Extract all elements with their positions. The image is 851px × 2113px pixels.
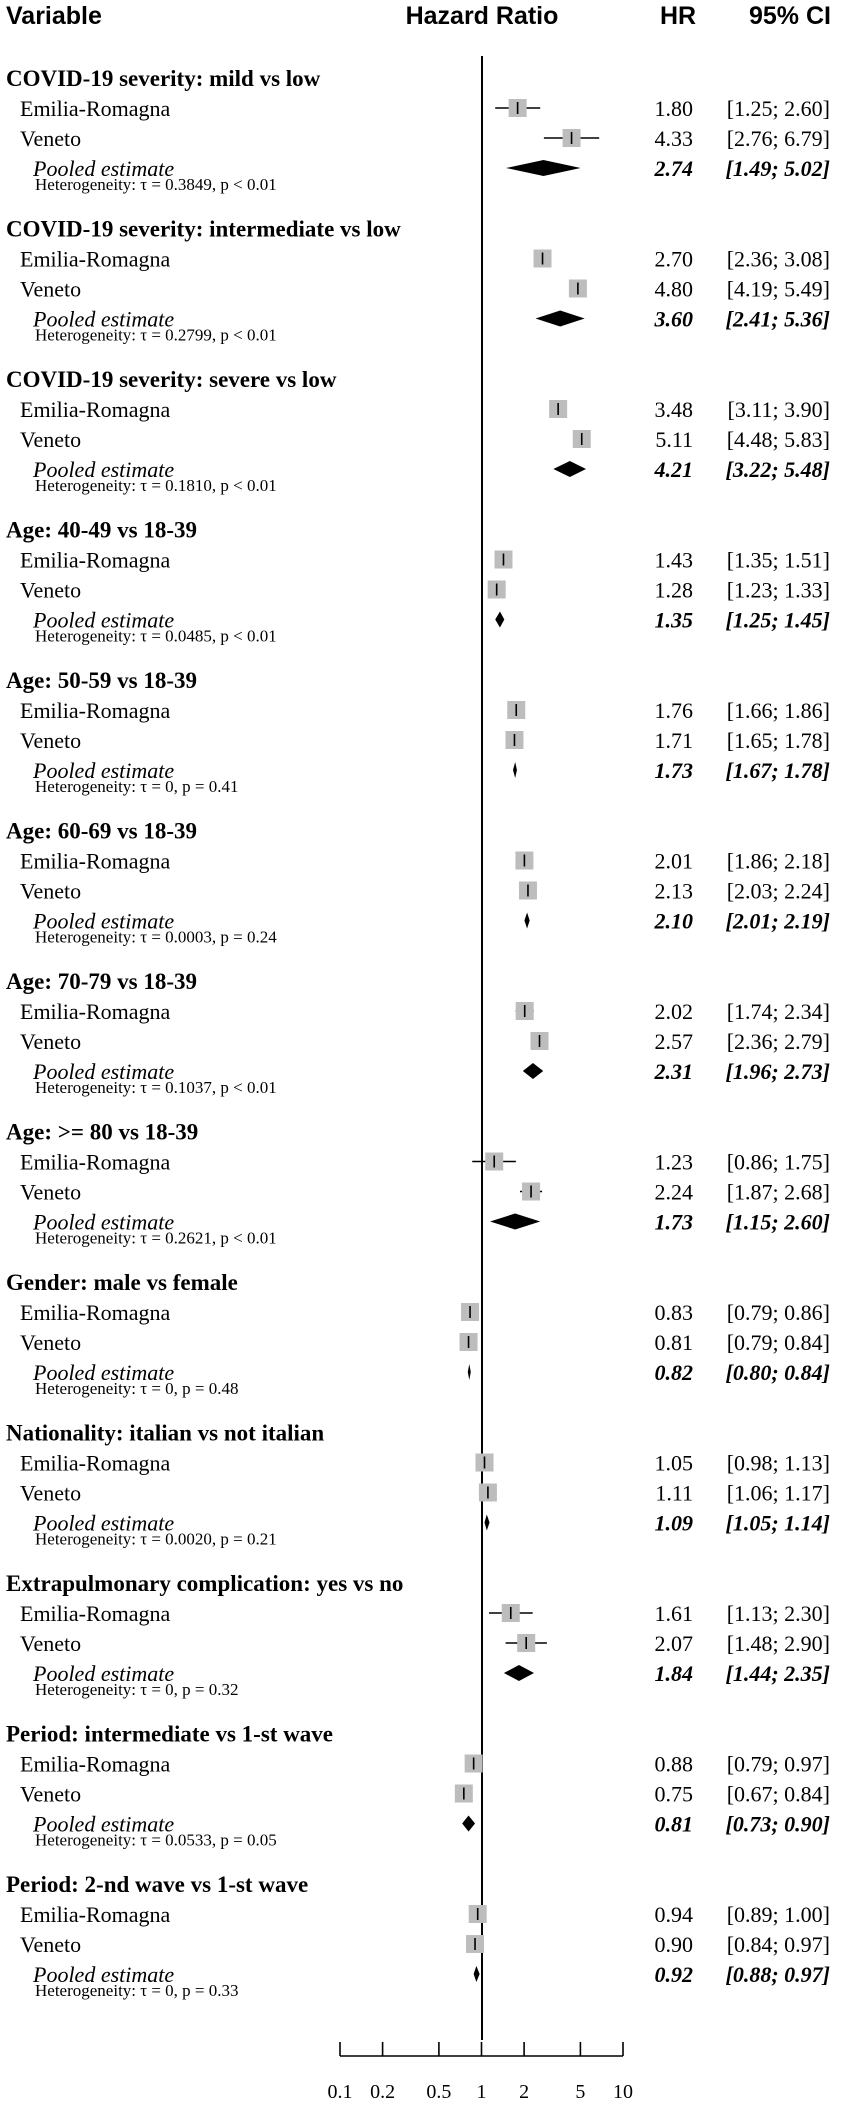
pooled-diamond xyxy=(506,160,581,176)
ci-value: [1.35; 1.51] xyxy=(726,547,830,573)
forest-rows xyxy=(6,66,830,2000)
study-row xyxy=(20,277,830,302)
study-row xyxy=(20,1481,830,1506)
pooled-hr-value: 2.31 xyxy=(654,1059,693,1084)
pooled-label: Pooled estimate xyxy=(33,1811,175,1837)
ci-value: [1.13; 2.30] xyxy=(726,1601,830,1626)
study-row xyxy=(20,1631,830,1656)
header-row xyxy=(6,2,831,30)
study-row xyxy=(20,999,830,1024)
pooled-ci-value: [0.73; 0.90] xyxy=(725,1811,830,1837)
pooled-ci-value: [2.41; 5.36] xyxy=(725,306,830,332)
pooled-hr-value: 2.74 xyxy=(654,156,693,181)
pooled-hr-value: 3.60 xyxy=(654,306,693,332)
hr-value: 2.02 xyxy=(654,999,693,1024)
group-11 xyxy=(6,1571,830,1699)
hr-value: 0.81 xyxy=(654,1330,693,1355)
study-name: Emilia-Romagna xyxy=(20,1149,171,1175)
study-name: Emilia-Romagna xyxy=(20,698,171,723)
group-5 xyxy=(6,668,830,796)
x-tick-label: 0.2 xyxy=(370,2081,396,2103)
ci-value: [0.79; 0.84] xyxy=(726,1330,830,1355)
group-6 xyxy=(6,819,830,947)
ci-value: [0.79; 0.97] xyxy=(726,1751,830,1777)
hr-value: 2.57 xyxy=(654,1029,693,1054)
hr-value: 0.83 xyxy=(654,1300,693,1325)
hr-value: 0.94 xyxy=(654,1902,693,1927)
pooled-label: Pooled estimate xyxy=(33,306,175,332)
group-9 xyxy=(6,1270,830,1398)
pooled-ci-value: [1.05; 1.14] xyxy=(725,1510,830,1536)
hr-value: 1.43 xyxy=(654,547,693,573)
pooled-diamond xyxy=(468,1364,471,1380)
study-row xyxy=(20,126,830,151)
ci-value: [4.19; 5.49] xyxy=(726,276,830,302)
pooled-label: Pooled estimate xyxy=(33,1059,175,1084)
group-title: Gender: male vs female xyxy=(6,1270,238,1295)
pooled-ci-value: [3.22; 5.48] xyxy=(725,457,830,482)
hr-value: 0.75 xyxy=(654,1781,693,1807)
pooled-diamond xyxy=(490,1214,540,1230)
study-name: Veneto xyxy=(20,427,82,452)
group-title: Nationality: italian vs not italian xyxy=(6,1420,325,1446)
ci-value: [3.11; 3.90] xyxy=(727,397,830,422)
group-12 xyxy=(6,1722,830,1850)
heterogeneity-text: Heterogeneity: τ = 0.0020, p = 0.21 xyxy=(35,1529,277,1549)
hr-value: 1.71 xyxy=(654,728,693,753)
pooled-label: Pooled estimate xyxy=(33,1209,175,1235)
study-row xyxy=(20,1180,830,1205)
group-title: Age: 70-79 vs 18-39 xyxy=(6,969,197,994)
study-row xyxy=(20,427,830,452)
ci-value: [4.48; 5.83] xyxy=(726,427,830,452)
pooled-hr-value: 2.10 xyxy=(654,908,693,934)
heterogeneity-text: Heterogeneity: τ = 0, p = 0.32 xyxy=(35,1680,239,1699)
pooled-hr-value: 1.09 xyxy=(654,1510,693,1536)
study-name: Emilia-Romagna xyxy=(20,547,171,573)
study-name: Emilia-Romagna xyxy=(20,96,171,121)
study-name: Veneto xyxy=(20,1179,82,1205)
pooled-label: Pooled estimate xyxy=(33,1661,175,1686)
study-name: Veneto xyxy=(20,1480,82,1506)
study-row xyxy=(20,1150,830,1175)
study-name: Veneto xyxy=(20,1781,82,1807)
pooled-ci-value: [1.25; 1.45] xyxy=(725,607,830,633)
pooled-ci-value: [0.80; 0.84] xyxy=(725,1360,830,1385)
heterogeneity-text: Heterogeneity: τ = 0.0533, p = 0.05 xyxy=(35,1830,277,1850)
ci-value: [1.65; 1.78] xyxy=(726,728,830,753)
hr-value: 3.48 xyxy=(654,397,693,422)
study-name: Emilia-Romagna xyxy=(20,1300,171,1325)
header-hr: HR xyxy=(659,2,697,30)
ci-value: [2.76; 6.79] xyxy=(726,126,830,151)
study-name: Emilia-Romagna xyxy=(20,1450,171,1476)
hr-value: 1.80 xyxy=(654,96,693,121)
pooled-diamond xyxy=(474,1966,480,1982)
heterogeneity-text: Heterogeneity: τ = 0, p = 0.48 xyxy=(35,1379,239,1398)
pooled-diamond xyxy=(523,1063,543,1079)
pooled-hr-value: 1.73 xyxy=(654,1209,693,1235)
heterogeneity-text: Heterogeneity: τ = 0.0003, p = 0.24 xyxy=(35,927,277,947)
study-name: Veneto xyxy=(20,728,82,753)
group-title: Age: 40-49 vs 18-39 xyxy=(6,517,197,543)
study-row xyxy=(20,1300,830,1325)
pooled-hr-value: 1.35 xyxy=(654,607,693,633)
study-row xyxy=(20,1752,830,1777)
heterogeneity-text: Heterogeneity: τ = 0.1810, p < 0.01 xyxy=(35,476,277,495)
x-tick-label: 0.5 xyxy=(426,2081,452,2103)
study-name: Veneto xyxy=(20,1631,82,1656)
study-row xyxy=(20,1782,830,1807)
pooled-ci-value: [1.96; 2.73] xyxy=(725,1059,830,1084)
group-title: Age: 50-59 vs 18-39 xyxy=(6,668,197,693)
study-name: Veneto xyxy=(20,1330,82,1355)
pooled-diamond xyxy=(495,612,504,628)
study-name: Veneto xyxy=(20,878,82,904)
study-name: Veneto xyxy=(20,1029,82,1054)
ci-value: [1.06; 1.17] xyxy=(726,1480,830,1506)
pooled-hr-value: 0.92 xyxy=(654,1962,693,1987)
pooled-diamond xyxy=(484,1515,489,1531)
pooled-label: Pooled estimate xyxy=(33,1962,175,1987)
hr-value: 1.28 xyxy=(654,577,693,603)
heterogeneity-text: Heterogeneity: τ = 0, p = 0.33 xyxy=(35,1981,239,2000)
study-name: Emilia-Romagna xyxy=(20,848,171,874)
pooled-label: Pooled estimate xyxy=(33,457,175,482)
group-title: Period: 2-nd wave vs 1-st wave xyxy=(6,1872,309,1897)
group-4 xyxy=(6,518,830,646)
study-row xyxy=(20,849,830,874)
study-row xyxy=(20,397,830,422)
x-tick-label: 5 xyxy=(575,2081,586,2103)
study-name: Veneto xyxy=(20,577,82,603)
ci-value: [1.66; 1.86] xyxy=(726,698,830,723)
pooled-ci-value: [1.67; 1.78] xyxy=(725,758,830,783)
pooled-diamond xyxy=(462,1816,475,1832)
ci-value: [2.36; 2.79] xyxy=(726,1029,830,1054)
x-tick-label: 1 xyxy=(476,2081,487,2103)
pooled-ci-value: [1.44; 2.35] xyxy=(725,1661,830,1686)
group-13 xyxy=(6,1872,830,2000)
hr-value: 5.11 xyxy=(655,427,693,452)
pooled-label: Pooled estimate xyxy=(33,908,175,934)
pooled-diamond xyxy=(536,311,585,327)
group-title: COVID-19 severity: intermediate vs low xyxy=(6,216,401,242)
group-1 xyxy=(6,66,830,194)
hr-value: 4.80 xyxy=(654,276,693,302)
ci-value: [1.25; 2.60] xyxy=(726,96,830,121)
study-row xyxy=(20,1451,830,1476)
group-title: Age: >= 80 vs 18-39 xyxy=(6,1119,199,1145)
x-tick-label: 0.1 xyxy=(327,2081,353,2103)
ci-value: [0.79; 0.86] xyxy=(726,1300,830,1325)
pooled-diamond xyxy=(553,461,586,477)
hr-value: 1.11 xyxy=(655,1480,693,1506)
ci-value: [2.03; 2.24] xyxy=(726,878,830,904)
ci-value: [0.84; 0.97] xyxy=(726,1932,830,1957)
pooled-diamond xyxy=(504,1665,534,1681)
group-title: Extrapulmonary complication: yes vs no xyxy=(6,1571,404,1596)
study-row xyxy=(20,1330,830,1355)
pooled-label: Pooled estimate xyxy=(33,1510,175,1536)
study-name: Emilia-Romagna xyxy=(20,1751,171,1777)
group-2 xyxy=(6,217,830,345)
study-name: Emilia-Romagna xyxy=(20,999,171,1024)
hr-value: 1.05 xyxy=(654,1450,693,1476)
study-row xyxy=(20,247,830,272)
pooled-hr-value: 4.21 xyxy=(654,457,693,482)
pooled-hr-value: 1.84 xyxy=(654,1661,693,1686)
pooled-label: Pooled estimate xyxy=(33,758,175,783)
hr-value: 2.07 xyxy=(654,1631,693,1656)
header-variable: Variable xyxy=(6,2,102,30)
study-row xyxy=(20,96,830,121)
pooled-label: Pooled estimate xyxy=(33,607,175,633)
heterogeneity-text: Heterogeneity: τ = 0.1037, p < 0.01 xyxy=(35,1078,277,1097)
hr-value: 4.33 xyxy=(654,126,693,151)
pooled-label: Pooled estimate xyxy=(33,156,175,181)
hr-value: 1.61 xyxy=(654,1601,693,1626)
pooled-ci-value: [1.15; 2.60] xyxy=(725,1209,830,1235)
study-name: Veneto xyxy=(20,276,82,302)
ci-value: [1.87; 2.68] xyxy=(726,1179,830,1205)
hr-value: 1.76 xyxy=(654,698,693,723)
study-name: Emilia-Romagna xyxy=(20,1601,171,1626)
study-name: Emilia-Romagna xyxy=(20,397,171,422)
pooled-hr-value: 0.82 xyxy=(654,1360,693,1385)
pooled-ci-value: [0.88; 0.97] xyxy=(725,1962,830,1987)
group-10 xyxy=(6,1421,830,1549)
hr-value: 2.24 xyxy=(654,1179,693,1205)
ci-value: [1.23; 1.33] xyxy=(726,577,830,603)
study-row xyxy=(20,698,830,723)
ci-value: [1.48; 2.90] xyxy=(726,1631,830,1656)
group-title: COVID-19 severity: severe vs low xyxy=(6,367,337,392)
group-title: COVID-19 severity: mild vs low xyxy=(6,66,321,91)
x-tick-label: 10 xyxy=(613,2081,633,2103)
hr-value: 2.13 xyxy=(654,878,693,904)
pooled-ci-value: [2.01; 2.19] xyxy=(725,908,830,934)
study-name: Emilia-Romagna xyxy=(20,1902,171,1927)
pooled-label: Pooled estimate xyxy=(33,1360,175,1385)
study-row xyxy=(20,1601,830,1626)
study-name: Veneto xyxy=(20,1932,82,1957)
group-7 xyxy=(6,969,830,1097)
study-row xyxy=(20,1902,830,1927)
pooled-diamond xyxy=(513,762,517,778)
hr-value: 2.70 xyxy=(654,246,693,272)
ci-value: [1.86; 2.18] xyxy=(726,848,830,874)
hr-value: 0.90 xyxy=(654,1932,693,1957)
study-row xyxy=(20,1932,830,1957)
group-3 xyxy=(6,367,830,495)
header-ci: 95% CI xyxy=(749,2,831,30)
ci-value: [0.98; 1.13] xyxy=(726,1450,830,1476)
study-row xyxy=(20,728,830,753)
ci-value: [0.86; 1.75] xyxy=(726,1149,830,1175)
study-row xyxy=(20,1029,830,1054)
pooled-hr-value: 0.81 xyxy=(654,1811,693,1837)
hr-value: 0.88 xyxy=(654,1751,693,1777)
group-title: Age: 60-69 vs 18-39 xyxy=(6,818,197,844)
heterogeneity-text: Heterogeneity: τ = 0, p = 0.41 xyxy=(35,777,239,796)
pooled-hr-value: 1.73 xyxy=(654,758,693,783)
pooled-diamond xyxy=(524,913,529,929)
study-row xyxy=(20,879,830,904)
ci-value: [2.36; 3.08] xyxy=(726,246,830,272)
ci-value: [1.74; 2.34] xyxy=(726,999,830,1024)
hr-value: 1.23 xyxy=(654,1149,693,1175)
ci-value: [0.67; 0.84] xyxy=(726,1781,830,1807)
group-title: Period: intermediate vs 1-st wave xyxy=(6,1721,334,1747)
hr-value: 2.01 xyxy=(654,848,693,874)
x-axis xyxy=(328,2042,634,2103)
group-8 xyxy=(6,1120,830,1248)
study-name: Emilia-Romagna xyxy=(20,246,171,272)
ci-value: [0.89; 1.00] xyxy=(726,1902,830,1927)
x-tick-label: 2 xyxy=(519,2081,530,2103)
heterogeneity-text: Heterogeneity: τ = 0.0485, p < 0.01 xyxy=(35,626,277,646)
heterogeneity-text: Heterogeneity: τ = 0.3849, p < 0.01 xyxy=(35,175,277,194)
heterogeneity-text: Heterogeneity: τ = 0.2799, p < 0.01 xyxy=(35,325,277,345)
header-hazard-ratio: Hazard Ratio xyxy=(405,2,559,30)
heterogeneity-text: Heterogeneity: τ = 0.2621, p < 0.01 xyxy=(35,1228,277,1248)
pooled-ci-value: [1.49; 5.02] xyxy=(725,156,830,181)
study-row xyxy=(20,578,830,603)
study-row xyxy=(20,548,830,573)
study-name: Veneto xyxy=(20,126,82,151)
